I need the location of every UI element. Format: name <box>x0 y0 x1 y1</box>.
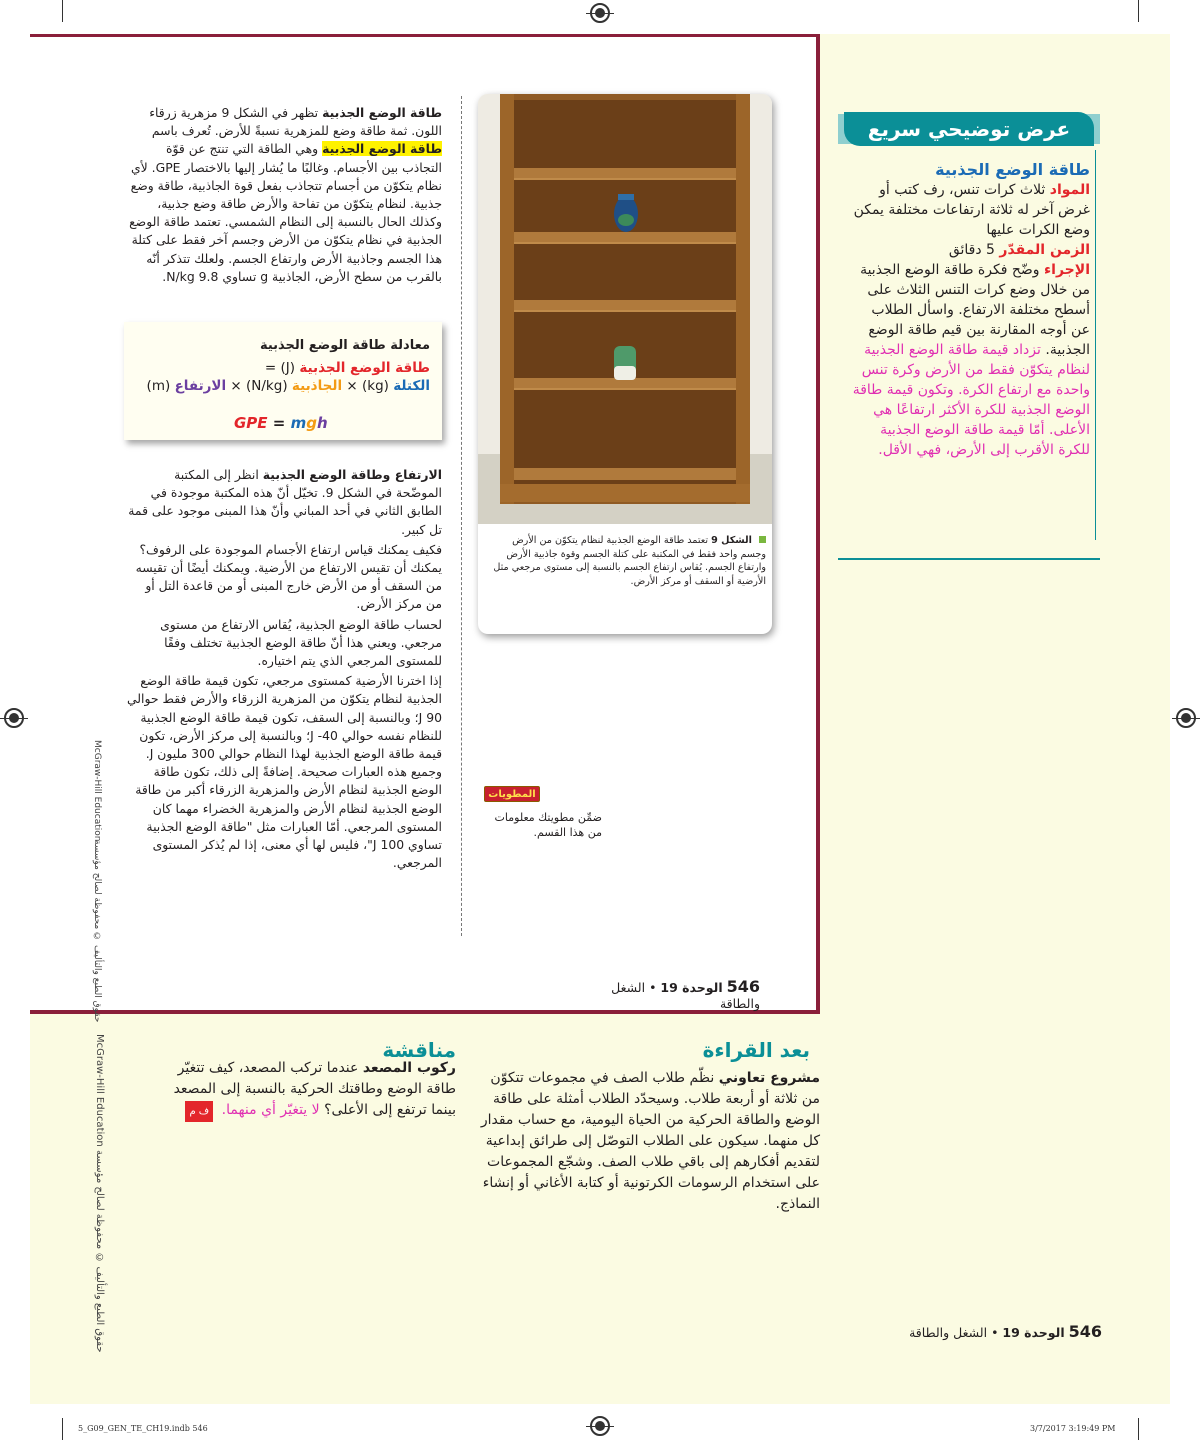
footer-unit: الوحدة 19 <box>660 980 723 995</box>
discussion-body <box>160 1058 456 1122</box>
equation-formula <box>234 414 328 432</box>
equation-gravity-term: الجاذبية <box>291 378 343 394</box>
procedure-answer: تزداد قيمة طاقة الوضع الجذبية لنظام يتكوّن فقط من الأرض وكرة تنس واحدة مع ارتفاع الكرة. وتكون قيمة طاقة الوضع الجذبية للكرة الأكثر ارتفاعًا هي الأعلى. أمّا قيمة طاقة الوضع الجذبية للكرة الأقرب إلى الأرض، فهي الأقل. <box>852 342 1090 458</box>
materials-label: المواد <box>1049 182 1090 198</box>
formula-equals: = <box>267 414 291 432</box>
outer-margin-copyright: حقوق الطبع والتأليف © محفوظة لصالح مؤسسة <box>94 1150 105 1353</box>
quick-demo-title: طاقة الوضع الجذبية <box>935 160 1090 179</box>
equation-mass-unit: (kg) × <box>346 378 389 394</box>
time-text: 5 دقائق <box>948 242 995 258</box>
equation-mass-term: الكتلة <box>393 378 430 394</box>
teacher-footer-bullet: • <box>991 1325 999 1340</box>
footer-bullet: • <box>649 980 657 995</box>
intro-text-2: وهي الطاقة التي تنتج عن قوّة التجاذب بين الأجسام. وغالبًا ما يُشار إليها بالاختصار GPE. لأي نظام يتكوّن من أجسام تتجاذب بفعل قوة الجاذبية، طاقة وضع جذبية. لنظام يتكوّن من تفاحة والأرض طاقة وضع جذبية، وكذلك الحال بالنسبة إلى النظام الشمسي. تعتمد طاقة الوضع الجذبية في نظام يتكوّن من الأرض وجسم آخر فقط على كتلة هذا الجسم وجاذبية الأرض وارتفاع الجسم. ولعلك تتذكر أنّه بالقرب من سطح الأرض، الجاذبية g تساوي 9.8 N/kg. <box>129 141 442 284</box>
foldables-badge: المطويات <box>484 786 540 802</box>
formula-g: g <box>306 414 317 432</box>
after-reading-body <box>480 1068 820 1215</box>
quick-demo-divider <box>838 558 1100 560</box>
teacher-footer-title: الشغل والطاقة <box>909 1325 988 1340</box>
quick-demo-banner: عرض توضيحي سريع <box>844 112 1094 146</box>
teacher-page-footer <box>892 1322 1102 1341</box>
equation-gpe-term: طاقة الوضع الجذبية <box>299 360 430 376</box>
slug-right: 3/7/2017 3:19:49 PM <box>1030 1424 1116 1433</box>
outer-margin-publisher: McGraw-Hill Education <box>94 1034 105 1147</box>
equation-title: معادلة طاقة الوضع الجذبية <box>259 338 430 353</box>
registration-mark-icon <box>1176 708 1196 728</box>
formula-gpe: GPE <box>234 414 268 432</box>
footer-title: الشغل والطاقة <box>611 980 760 1011</box>
crop-mark <box>62 1418 63 1440</box>
equation-height-unit: (m) <box>146 378 171 394</box>
intro-highlight-term: طاقة الوضع الجذبية <box>322 141 442 157</box>
slug-left: 5_G09_GEN_TE_CH19.indb 546 <box>78 1424 208 1433</box>
fm-badge: ف م <box>185 1101 213 1122</box>
height-section <box>126 466 442 874</box>
elevator-label: ركوب المصعد <box>362 1060 456 1076</box>
inner-margin-publisher: McGraw-Hill Education <box>92 740 102 842</box>
registration-mark-icon <box>590 1416 610 1436</box>
registration-mark-icon <box>590 3 610 23</box>
quick-demo-body <box>852 160 1090 460</box>
equation-gpe-unit: (J) = <box>264 360 296 376</box>
time-label: الزمن المقدّر <box>999 242 1090 258</box>
height-text-1: انظر إلى المكتبة الموضّحة في الشكل 9. تخيّل أنّ هذه المكتبة موجودة في الطابق الثاني في أحد المباني وأنّ هذا المبنى موجود على قمة تل كبير. <box>128 467 442 537</box>
registration-mark-icon <box>4 708 24 728</box>
equation-gravity-unit: (N/kg) × <box>230 378 288 394</box>
equation-line-1 <box>134 359 430 377</box>
foldables-text: ضمِّن مطويتك معلومات من هذا القسم. <box>494 811 602 839</box>
project-text: نظّم طلاب الصف في مجموعات تتكوّن من ثلاثة أو أربعة طلاب. وسيحدّد الطلاب أمثلة على طاقة الوضع والطاقة الحركية من الحياة اليومية، مع حساب مقدار كل منهما. سيكون على الطلاب التوصّل إلى طرائق إبداعية لتقديم أفكارهم إلى باقي طلاب الصف. وشجّع المجموعات على استخدام الرسومات الكرتونية أو كتابة الأغاني أو إنشاء النماذج. <box>480 1070 820 1212</box>
height-text-4: إذا اخترنا الأرضية كمستوى مرجعي، تكون قيمة طاقة الوضع الجذبية لنظام يتكوّن من المزهرية الزرقاء والأرض فقط حوالي 90 J؛ وبالنسبة إلى السقف، تكون قيمة طاقة الوضع الجذبية للنظام نفسه حوالي 40- J؛ وبالنسبة إلى مركز الأرض، تكون قيمة طاقة الوضع الجذبية لهذا النظام حوالي 300 مليون J. وجميع هذه العبارات صحيحة. إضافةً إلى ذلك، تكون طاقة الوضع الجذبية لنظام الأرض والمزهرية الزرقاء أكبر من طاقة الوضع الجذبية لنظام الأرض والمزهرية الخضراء مهما كان المستوى المرجعي. أمّا العبارات مثل "طاقة الوضع الجذبية تساوي 100 J"، فليس لها أي معنى، إذا لم يُذكر المستوى المرجعي. <box>126 673 442 871</box>
height-text-2: فكيف يمكنك قياس ارتفاع الأجسام الموجودة على الرفوف؟ يمكنك أن تقيس الارتفاع من الأرضية. ويمكنك أيضًا أن تقيسه من السقف أو من الأرض خارج المبنى أو من قاعدة التل أو من مركز الأرض. <box>135 541 442 612</box>
page-number: 546 <box>726 977 760 996</box>
formula-h: h <box>316 414 328 432</box>
intro-heading: طاقة الوضع الجذبية <box>322 105 442 120</box>
after-reading-heading: بعد القراءة <box>702 1038 810 1062</box>
elevator-answer: لا يتغيّر أي منهما. <box>221 1102 320 1118</box>
project-label: مشروع تعاوني <box>718 1070 820 1086</box>
figure-9-card <box>478 94 772 634</box>
procedure-label: الإجراء <box>1044 262 1090 278</box>
equation-line-2 <box>134 377 430 395</box>
crop-mark <box>1138 1418 1139 1440</box>
bookshelf-photo <box>478 94 772 524</box>
inner-margin-copyright: حقوق الطبع والتأليف © محفوظة لصالح مؤسسة <box>92 840 102 1023</box>
figure-9-caption <box>486 534 766 588</box>
figure-9-caption-text: تعتمد طاقة الوضع الجذبية لنظام يتكوّن من الأرض وجسم واحد فقط في المكتبة على كتلة الجسم وقوة جاذبية الأرض وارتفاع الجسم. يُقاس ارتفاع الجسم بالنسبة إلى مستوى مرجعي مثل الأرضية أو السقف أو مركز الأرض. <box>493 535 766 587</box>
teacher-footer-unit: الوحدة 19 <box>1002 1325 1065 1340</box>
caption-bullet-icon <box>759 536 766 543</box>
equation-height-term: الارتفاع <box>174 378 227 394</box>
green-vase-icon <box>614 346 636 380</box>
discussion-heading: مناقشة <box>382 1038 456 1062</box>
materials-text: ثلاث كرات تنس، رف كتب أو غرض آخر له ثلاثة ارتفاعات مختلفة يمكن وضع الكرات عليها <box>853 182 1090 238</box>
figure-9-label: الشكل 9 <box>711 535 752 546</box>
intro-text-1: تظهر في الشكل 9 مزهرية زرقاء اللون. ثمة طاقة وضع للمزهرية نسبةً للأرض. تُعرف باسم <box>149 105 442 139</box>
elevator-text: عندما تركب المصعد، كيف تتغيّر طاقة الوضع وطاقتك الحركية بالنسبة إلى المصعد بينما ترتفع إلى الأعلى؟ <box>173 1060 456 1118</box>
crop-mark <box>62 0 63 22</box>
height-heading: الارتفاع وطاقة الوضع الجذبية <box>262 467 442 482</box>
equation-box <box>124 322 442 440</box>
student-page-footer <box>576 977 760 1011</box>
height-text-3: لحساب طاقة الوضع الجذبية، يُقاس الارتفاع من مستوى مرجعي. ويعني هذا أنّ طاقة الوضع الجذبية تختلف وفقًا للمستوى المرجعي الذي يتم اختياره. <box>160 616 442 669</box>
teacher-page-number: 546 <box>1068 1322 1102 1341</box>
formula-m: m <box>290 414 307 432</box>
column-divider <box>461 96 462 936</box>
procedure-text: وضّح فكرة طاقة الوضع الجذبية من خلال وضع كرات التنس الثلاث على أسطح مختلفة الارتفاع. واسأل الطلاب عن أوجه المقارنة بين قيم طاقة الوضع الجذبية. <box>860 262 1090 358</box>
intro-section <box>126 104 442 288</box>
crop-mark <box>1138 0 1139 22</box>
bookshelf-illustration <box>478 94 772 524</box>
